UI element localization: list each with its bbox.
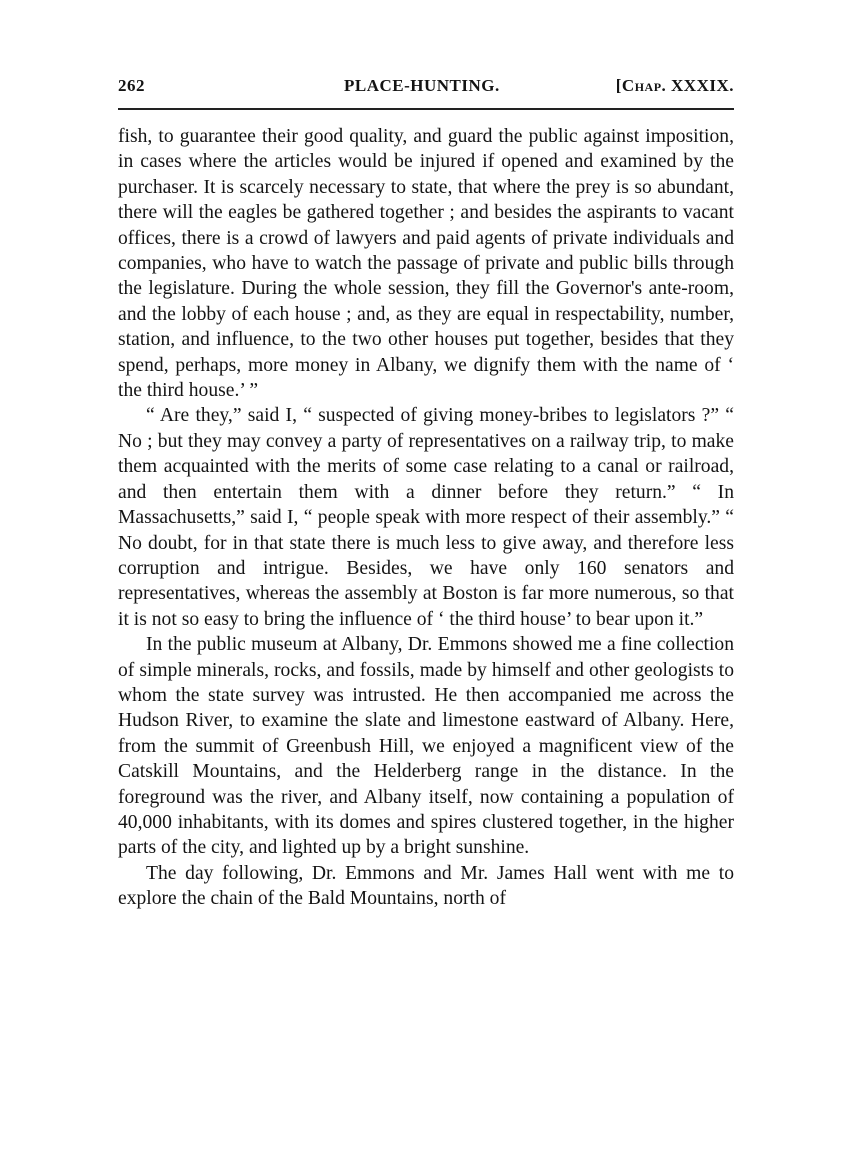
body-text (118, 124, 734, 912)
book-page (118, 76, 734, 912)
running-title: PLACE-HUNTING. (344, 76, 500, 95)
paragraph-dialogue: “ Are they,” said I, “ suspected of giving money-bribes to legislators ?” “ No ; but they may convey a party of representatives on a railway trip, to make them acquainted with the merits of some case relating to a canal or railroad, and then entertain them with a dinner before they return.” “ In Massachusetts,” said I, “ people speak with more respect of their assembly.” “ No doubt, for in that state there is much less to give away, and therefore less corruption and intrigue. Besides, we have only 160 senators and representatives, whereas the assembly at Boston is far more numerous, so that it is not so easy to bring the influence of ‘ the third house’ to bear upon it.” (118, 405, 734, 630)
paragraph-museum: In the public museum at Albany, Dr. Emmons showed me a fine collection of simple minerals, rocks, and fossils, made by himself and other geologists to whom the state survey was intrusted. He then accompanied me across the Hudson River, to examine the slate and limestone eastward of Albany. Here, from the summit of Greenbush Hill, we enjoyed a magnificent view of the Catskill Mountains, and the Helderberg range in the distance. In the foreground was the river, and Albany itself, now containing a population of 40,000 inhabitants, with its domes and spires clustered together, in the higher parts of the city, and lighted up by a bright sunshine. (118, 634, 734, 859)
paragraph-continuation: fish, to guarantee their good quality, and guard the public against imposition, in cases where the articles would be injured if opened and examined by the purchaser. It is scarcely necessary to state, that where the prey is so abundant, there will the eagles be gathered together ; and besides the aspirants to vacant offices, there is a crowd of lawyers and paid agents of private individuals and companies, who have to watch the passage of private and public bills through the legislature. During the whole session, they fill the Governor's ante-room, and the lobby of each house ; and, as they are equal in respectability, number, station, and influence, to the two other houses put together, besides that they spend, perhaps, more money in Albany, we dignify them with the name of ‘ the third house.’ ” (118, 126, 734, 402)
page-header (118, 76, 734, 104)
chapter-reference: [Chap. XXXIX. (615, 76, 734, 95)
paragraph-bald-mountains: The day following, Dr. Emmons and Mr. James Hall went with me to explore the chain of the Bald Mountains, north of (118, 862, 734, 910)
header-rule (118, 108, 734, 110)
page-number: 262 (118, 76, 145, 95)
